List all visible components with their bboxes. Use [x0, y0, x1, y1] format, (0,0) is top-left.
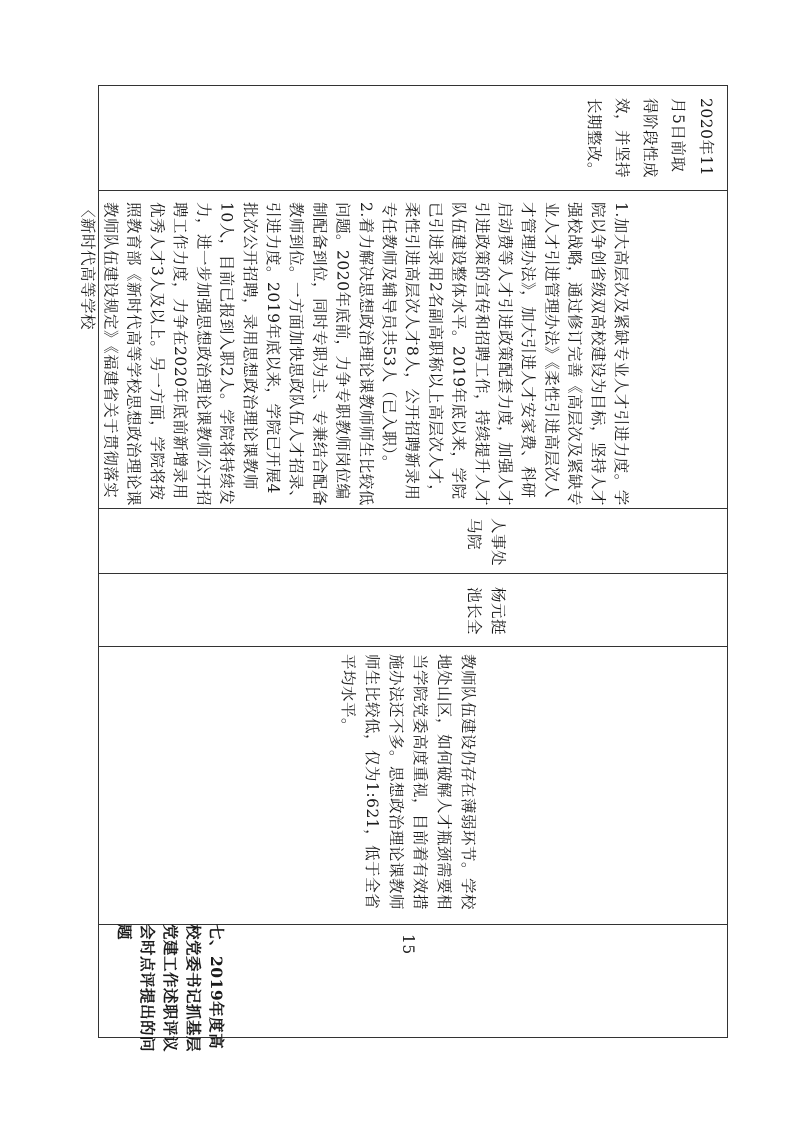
problem-cell	[98, 646, 728, 924]
leaders-cell	[98, 573, 728, 646]
leaders-text: 杨元挺 池长全	[465, 587, 507, 641]
deadline-cell	[98, 86, 728, 190]
measures-cell	[78, 190, 728, 508]
measures-text: 1.加大高层次及紧缺专业人才引进力度。学院以争创省级双高校建设为目标，坚持人才强校战略，通过修订完善《高层次及紧缺专业人才引进管理办法》《柔性引进高层次人才管理办法》，加大引进人才安家费、科研启动费等人才引进政策配套力度，加强人才引进政策的宣传和招聘工作，持续提升人才队伍建设整体水平。2019年底以来，学院已引进录用2名副高职称以上高层次人才，柔性引进高层次人才8人，公开招聘新录用专任教师及辅导员共53人（已入职）。 2.着力解决思想政治理论课教师师生比较低问题。2020年底前，力争专职教师岗位编制配备到位，同时专职为主、专兼结合配备教师到位。一方面加快思政队伍人才招录、引进力度。2019年底以来，学院已开展4批次公开招聘，录用思想政治理论课教师10人，目前已报到入职2人。学院将持续发力，进一步加强思想政治理论课教师公开招聘工作力度，力争在2020年底前新增录用优秀人才3人及以上。另一方面，学院将按照教育部《新时代高等学校思想政治理论课教师队伍建设规定》《福建省关于贯彻落实〈新时代高等学校	[78, 202, 630, 507]
row-number: 15	[399, 934, 417, 955]
units-text: 人事处 马院	[465, 518, 507, 572]
category-title: 七、2019年度高校党委书记抓基层党建工作述职评议会时点评提出的问题	[115, 924, 226, 1053]
units-cell	[98, 508, 728, 573]
deadline-text: 2020年11月5日前取得阶段性成效，并坚持长期整改。	[585, 98, 715, 179]
category-cell	[98, 924, 728, 1053]
problem-text: 教师队伍建设仍存在薄弱环节。学校地处山区，如何破解人才瓶颈需要相当学院党委高度重视，目前着有效措施办法还不多。思想政治理论课教师师生比较低，仅为1:621，低于全省平均水平。	[339, 654, 477, 911]
